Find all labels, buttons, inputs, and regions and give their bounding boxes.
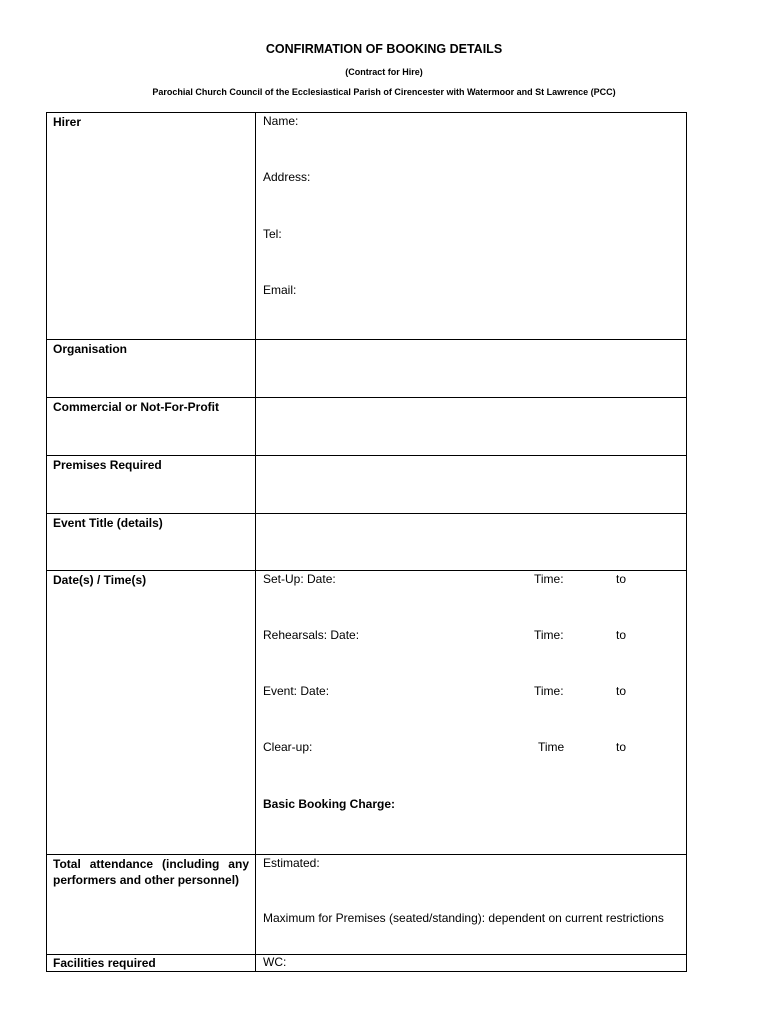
document-subtitle: (Contract for Hire) — [345, 67, 423, 77]
dates-label: Date(s) / Time(s) — [47, 571, 256, 855]
setup-time-label: Time: — [534, 572, 564, 586]
hirer-row — [47, 113, 687, 340]
clearup-to-label: to — [616, 740, 627, 754]
parish-name: Parochial Church Council of the Ecclesiastical Parish of Cirencester with Watermoor and St Lawrence (PCC) — [152, 87, 616, 97]
clearup-time-label: Time — [538, 740, 565, 754]
organisation-label: Organisation — [47, 340, 256, 398]
organisation-row — [47, 340, 687, 398]
facilities-label: Facilities required — [47, 955, 256, 972]
premises-row — [47, 456, 687, 514]
basic-booking-charge-label: Basic Booking Charge: — [263, 797, 396, 811]
event-title-field[interactable] — [256, 514, 687, 571]
premises-field[interactable] — [256, 456, 687, 514]
hirer-address-field: Address: — [263, 170, 311, 184]
event-title-row — [47, 514, 687, 571]
facilities-row — [47, 955, 687, 972]
event-time-label: Time: — [534, 684, 564, 698]
document-title: CONFIRMATION OF BOOKING DETAILS — [265, 42, 503, 56]
premises-label: Premises Required — [47, 456, 256, 514]
commercial-field[interactable] — [256, 398, 687, 456]
rehearsals-time-label: Time: — [534, 628, 564, 642]
hirer-label: Hirer — [47, 113, 256, 340]
setup-to-label: to — [616, 572, 627, 586]
commercial-row — [47, 398, 687, 456]
commercial-label: Commercial or Not-For-Profit — [47, 398, 256, 456]
attendance-row — [47, 855, 687, 955]
attendance-label: Total attendance (including any performers and other personnel) — [47, 855, 256, 955]
event-title-label: Event Title (details) — [47, 514, 256, 571]
rehearsals-to-label: to — [616, 628, 627, 642]
booking-form-table — [46, 112, 687, 972]
wc-field: WC: — [263, 955, 287, 969]
hirer-tel-field: Tel: — [263, 227, 282, 241]
event-to-label: to — [616, 684, 627, 698]
facilities-details-cell[interactable] — [256, 955, 687, 972]
organisation-field[interactable] — [256, 340, 687, 398]
estimated-attendance-field: Estimated: — [263, 856, 320, 870]
dates-details-cell[interactable] — [256, 571, 687, 855]
rehearsals-date-field: Rehearsals: Date: — [263, 628, 360, 642]
hirer-name-field: Name: — [263, 114, 299, 128]
setup-date-field: Set-Up: Date: — [263, 572, 336, 586]
attendance-details-cell[interactable] — [256, 855, 687, 955]
clearup-field: Clear-up: — [263, 740, 313, 754]
maximum-attendance-note: Maximum for Premises (seated/standing): dependent on current restrictions — [263, 911, 664, 925]
hirer-details-cell[interactable] — [256, 113, 687, 340]
event-date-field: Event: Date: — [263, 684, 330, 698]
dates-row — [47, 571, 687, 855]
hirer-email-field: Email: — [263, 283, 297, 297]
